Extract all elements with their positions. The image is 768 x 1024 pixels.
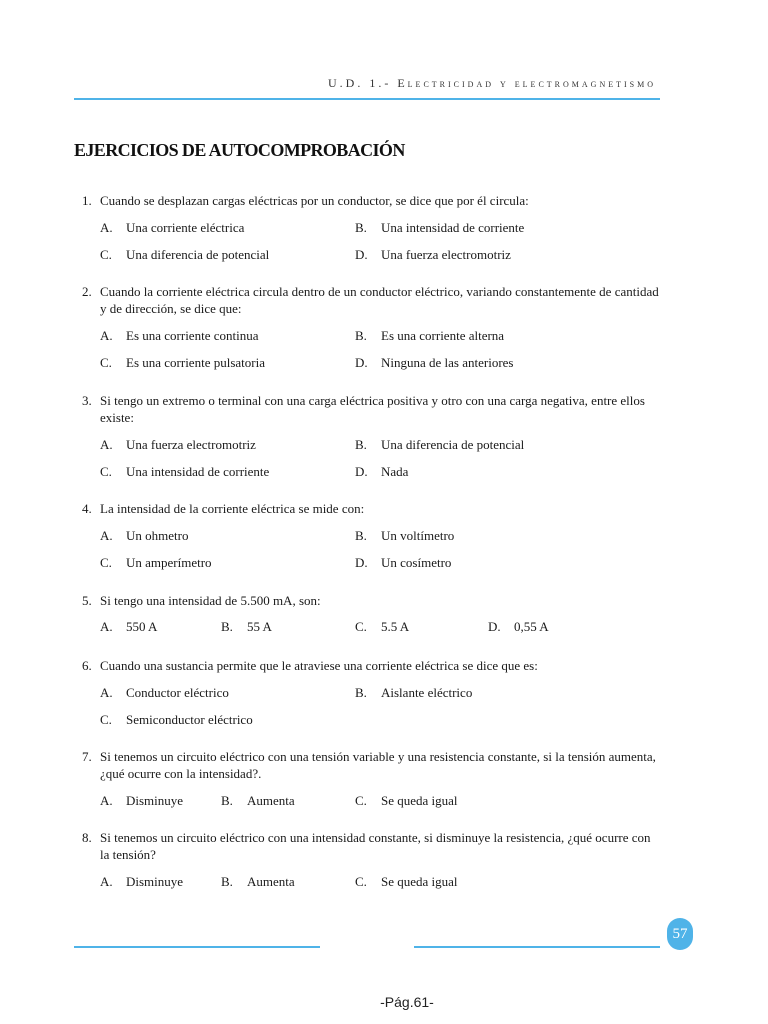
option-d: D. Una fuerza electromotriz (355, 247, 511, 262)
question-text: Si tengo una intensidad de 5.500 mA, son: (100, 593, 321, 608)
option-d: D. 0,55 A (488, 619, 549, 634)
question-text: La intensidad de la corriente eléctrica se mide con: (100, 501, 365, 516)
question-8 (82, 829, 660, 900)
option-b: B. Un voltímetro (355, 528, 455, 543)
question-text: Si tenemos un circuito eléctrico con una tensión variable y una resistencia constante, si la tensión aumenta, ¿qué ocurre con la intensidad?. (100, 749, 656, 781)
option-c: C. Un amperímetro (100, 555, 212, 570)
question-text: Cuando una sustancia permite que le atraviese una corriente eléctrica se dice que es: (100, 658, 538, 673)
option-a: A. Es una corriente continua (100, 328, 259, 343)
option-b: B. 55 A (221, 619, 272, 634)
question-number: 4. (82, 501, 92, 516)
question-3 (82, 392, 660, 490)
option-c: C. Se queda igual (355, 874, 458, 889)
question-number: 7. (82, 749, 92, 764)
question-5 (82, 592, 660, 645)
footer-page-label: -Pág.61- (380, 994, 434, 1010)
question-7 (82, 748, 660, 819)
option-b: B. Aumenta (221, 793, 295, 808)
option-d: D. Un cosímetro (355, 555, 452, 570)
option-a: A. Disminuye (100, 793, 184, 808)
option-b: B. Es una corriente alterna (355, 328, 505, 343)
unit-header: U.D. 1.- Electricidad y electromagnetismo (328, 76, 656, 90)
header-divider (74, 98, 660, 100)
option-b: B. Aumenta (221, 874, 295, 889)
page-title: EJERCICIOS DE AUTOCOMPROBACIÓN (74, 140, 405, 160)
option-b: B. Una intensidad de corriente (355, 220, 525, 235)
question-text: Cuando se desplazan cargas eléctricas por un conductor, se dice que por él circula: (100, 193, 529, 208)
question-number: 1. (82, 193, 92, 208)
question-number: 3. (82, 393, 92, 408)
page-number-badge: 57 (667, 918, 693, 950)
question-text: Si tengo un extremo o terminal con una carga eléctrica positiva y otro con una carga negativa, entre ellos existe: (100, 393, 645, 425)
footer-divider-right (414, 946, 660, 948)
option-c: C. Una diferencia de potencial (100, 247, 270, 262)
option-c: C. Semiconductor eléctrico (100, 712, 253, 727)
question-text: Si tenemos un circuito eléctrico con una intensidad constante, si disminuye la resistencia, ¿qué ocurre con la tensión? (100, 830, 651, 862)
question-4 (82, 500, 660, 581)
question-text: Cuando la corriente eléctrica circula dentro de un conductor eléctrico, variando constantemente de cantidad y de dirección, se dice que: (100, 284, 659, 316)
footer-divider-left (74, 946, 320, 948)
question-2 (82, 283, 660, 381)
question-1 (82, 192, 660, 273)
option-d: D. Ninguna de las anteriores (355, 355, 514, 370)
option-c: C. Una intensidad de corriente (100, 464, 270, 479)
option-a: A. Disminuye (100, 874, 184, 889)
option-d: D. Nada (355, 464, 409, 479)
question-number: 8. (82, 830, 92, 845)
option-b: B. Una diferencia de potencial (355, 437, 525, 452)
option-c: C. 5.5 A (355, 619, 410, 634)
question-number: 6. (82, 658, 92, 673)
question-6 (82, 657, 660, 738)
option-a: A. Una fuerza electromotriz (100, 437, 256, 452)
option-a: A. 550 A (100, 619, 158, 634)
option-a: A. Conductor eléctrico (100, 685, 229, 700)
question-number: 5. (82, 593, 92, 608)
option-c: C. Se queda igual (355, 793, 458, 808)
option-c: C. Es una corriente pulsatoria (100, 355, 265, 370)
option-b: B. Aislante eléctrico (355, 685, 473, 700)
option-a: A. Una corriente eléctrica (100, 220, 245, 235)
question-number: 2. (82, 284, 92, 299)
option-a: A. Un ohmetro (100, 528, 189, 543)
